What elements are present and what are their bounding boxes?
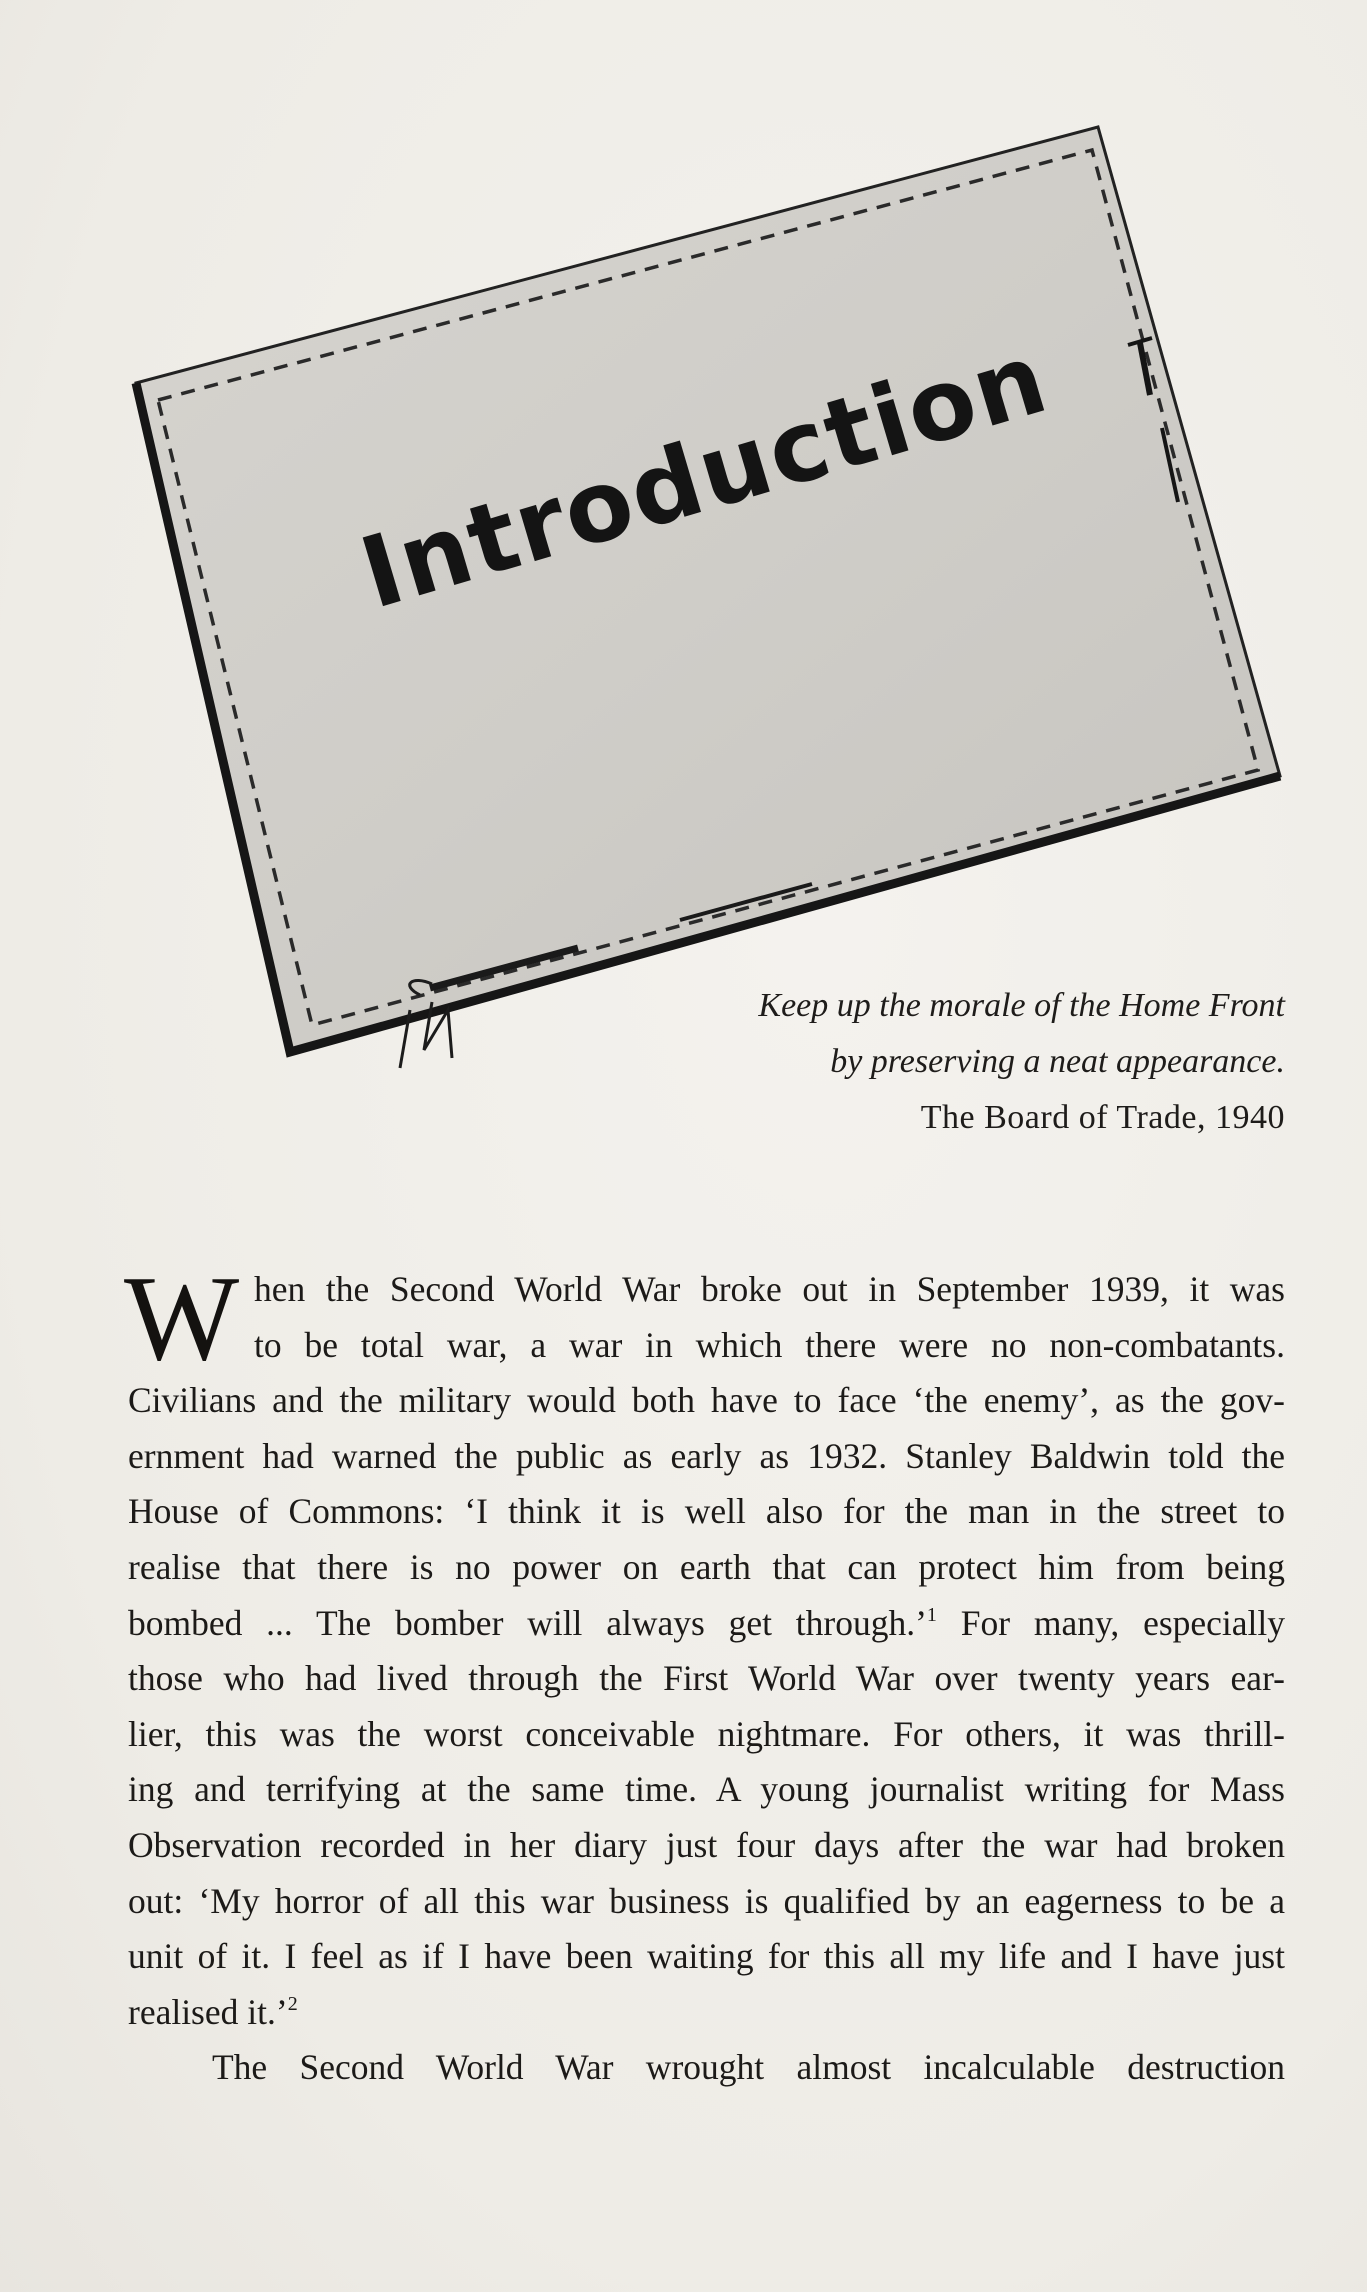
epigraph-source: The Board of Trade, 1940 [920, 1099, 1285, 1136]
text-line: realise that there is no power on earth that can protect him from being [128, 1546, 1285, 1587]
footnote-marker: 1 [926, 1603, 937, 1626]
text-line-part: bombed ... The bomber will always get through.’ [128, 1602, 927, 1643]
text-line: Civilians and the military would both have to face ‘the enemy’, as the gov- [128, 1380, 1285, 1421]
text-line: The Second World War wrought almost incalculable destruction [212, 2047, 1285, 2088]
text-line-part: realised it.’ [128, 1991, 288, 2032]
chapter-title: Introduction [348, 321, 1061, 632]
epigraph-line: Keep up the morale of the Home Front [758, 987, 1285, 1024]
text-line [128, 1596, 1285, 1652]
text-line [128, 1985, 1285, 2041]
text-line: unit of it. I feel as if I have been waiting for this all my life and I have just [128, 1936, 1285, 1977]
text-line: ernment had warned the public as early as 1932. Stanley Baldwin told the [128, 1435, 1285, 1476]
text-line: ing and terrifying at the same time. A young journalist writing for Mass [128, 1769, 1285, 1810]
text-line: House of Commons: ‘I think it is well also for the man in the street to [128, 1491, 1285, 1532]
text-line: hen the Second World War broke out in September 1939, it was [254, 1269, 1285, 1309]
text-line: out: ‘My horror of all this war business is qualified by an eagerness to be a [128, 1880, 1285, 1921]
drop-cap: W [124, 1251, 240, 1386]
label-illustration [0, 0, 1367, 1120]
text-line: to be total war, a war in which there were no non-combatants. [254, 1324, 1285, 1365]
text-line: those who had lived through the First World War over twenty years ear- [128, 1658, 1285, 1699]
text-line: Observation recorded in her diary just four days after the war had broken [128, 1824, 1285, 1865]
epigraph-line: by preserving a neat appearance. [830, 1043, 1285, 1080]
footnote-marker: 2 [287, 1992, 298, 2015]
epigraph [758, 978, 1285, 1146]
body-text [128, 1262, 1285, 2096]
text-line: lier, this was the worst conceivable nightmare. For others, it was thrill- [128, 1713, 1285, 1754]
text-line-part: For many, especially [936, 1602, 1285, 1643]
